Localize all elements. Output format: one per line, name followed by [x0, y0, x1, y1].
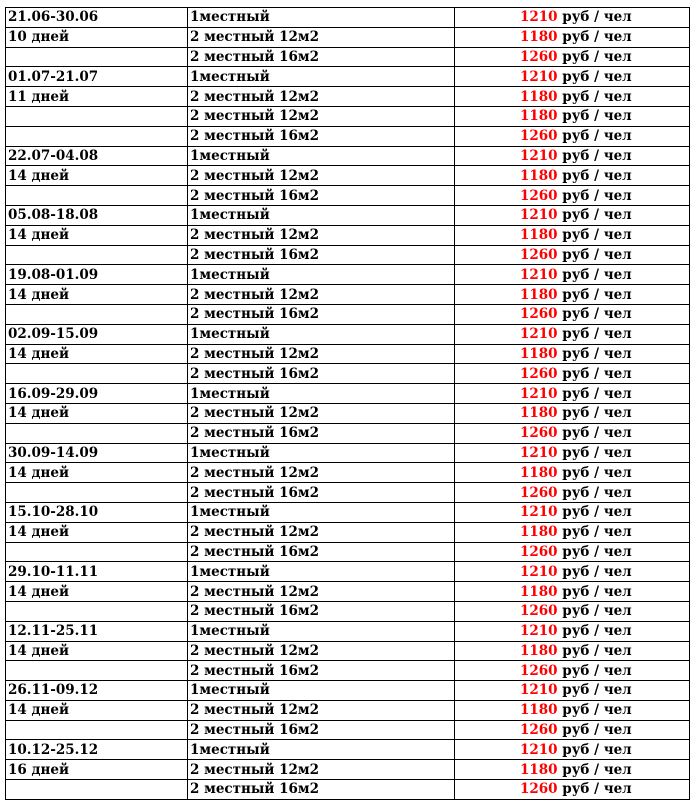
room-type: 1местный — [188, 324, 455, 344]
price-amount: 1260 — [520, 128, 558, 145]
price-unit: руб / чел — [562, 662, 632, 679]
table-row — [6, 384, 690, 404]
table-row — [6, 700, 690, 720]
period-dates: 15.10-28.10 — [6, 502, 188, 522]
period-dates: 21.06-30.06 — [6, 8, 188, 28]
price-amount: 1210 — [520, 682, 558, 699]
period-cell-empty — [6, 601, 188, 621]
period-cell-empty — [6, 780, 188, 800]
period-duration: 16 дней — [6, 760, 188, 780]
period-cell-empty — [6, 661, 188, 681]
price-cell — [455, 780, 690, 800]
price-amount: 1180 — [520, 88, 558, 105]
table-row — [6, 27, 690, 47]
price-cell — [455, 403, 690, 423]
price-amount: 1260 — [520, 484, 558, 501]
price-cell — [455, 265, 690, 285]
room-type: 2 местный 16м2 — [188, 542, 455, 562]
period-duration: 14 дней — [6, 582, 188, 602]
price-cell — [455, 166, 690, 186]
room-type: 2 местный 16м2 — [188, 601, 455, 621]
table-row — [6, 760, 690, 780]
price-amount: 1180 — [520, 108, 558, 125]
price-cell — [455, 582, 690, 602]
price-unit: руб / чел — [562, 326, 632, 343]
room-type: 1местный — [188, 443, 455, 463]
period-cell-empty — [6, 304, 188, 324]
room-type: 2 местный 12м2 — [188, 700, 455, 720]
price-cell — [455, 463, 690, 483]
price-unit: руб / чел — [562, 365, 632, 382]
room-type: 1местный — [188, 621, 455, 641]
room-type: 2 местный 12м2 — [188, 641, 455, 661]
period-dates: 12.11-25.11 — [6, 621, 188, 641]
table-row — [6, 8, 690, 28]
table-row — [6, 403, 690, 423]
period-cell-empty — [6, 364, 188, 384]
price-amount: 1180 — [520, 642, 558, 659]
price-unit: руб / чел — [562, 345, 632, 362]
table-row — [6, 542, 690, 562]
room-type: 1местный — [188, 740, 455, 760]
price-amount: 1210 — [520, 504, 558, 521]
price-unit: руб / чел — [562, 286, 632, 303]
room-type: 2 местный 12м2 — [188, 582, 455, 602]
price-cell — [455, 700, 690, 720]
price-amount: 1260 — [520, 48, 558, 65]
price-unit: руб / чел — [562, 88, 632, 105]
room-type: 1местный — [188, 205, 455, 225]
price-cell — [455, 423, 690, 443]
price-cell — [455, 285, 690, 305]
room-type: 2 местный 16м2 — [188, 245, 455, 265]
room-type: 1местный — [188, 146, 455, 166]
period-duration: 14 дней — [6, 463, 188, 483]
price-unit: руб / чел — [562, 722, 632, 739]
period-dates: 10.12-25.12 — [6, 740, 188, 760]
table-row — [6, 47, 690, 67]
table-row — [6, 780, 690, 800]
room-type: 2 местный 16м2 — [188, 364, 455, 384]
table-row — [6, 582, 690, 602]
room-type: 2 местный 12м2 — [188, 463, 455, 483]
price-amount: 1180 — [520, 702, 558, 719]
period-cell-empty — [6, 245, 188, 265]
period-dates: 19.08-01.09 — [6, 265, 188, 285]
price-amount: 1210 — [520, 563, 558, 580]
price-cell — [455, 542, 690, 562]
period-cell-empty — [6, 720, 188, 740]
price-cell — [455, 344, 690, 364]
period-dates: 02.09-15.09 — [6, 324, 188, 344]
room-type: 2 местный 12м2 — [188, 522, 455, 542]
price-table-body — [6, 8, 690, 800]
price-unit: руб / чел — [562, 702, 632, 719]
price-amount: 1260 — [520, 246, 558, 263]
room-type: 2 местный 12м2 — [188, 87, 455, 107]
price-unit: руб / чел — [562, 642, 632, 659]
room-type: 1местный — [188, 8, 455, 28]
table-row — [6, 562, 690, 582]
price-unit: руб / чел — [562, 246, 632, 263]
period-dates: 26.11-09.12 — [6, 681, 188, 701]
price-amount: 1180 — [520, 583, 558, 600]
price-cell — [455, 483, 690, 503]
period-duration: 14 дней — [6, 522, 188, 542]
price-amount: 1210 — [520, 326, 558, 343]
period-duration: 14 дней — [6, 225, 188, 245]
period-duration: 14 дней — [6, 403, 188, 423]
price-cell — [455, 186, 690, 206]
period-dates: 16.09-29.09 — [6, 384, 188, 404]
price-unit: руб / чел — [562, 266, 632, 283]
price-cell — [455, 304, 690, 324]
room-type: 2 местный 16м2 — [188, 47, 455, 67]
price-amount: 1180 — [520, 29, 558, 46]
room-type: 2 местный 16м2 — [188, 661, 455, 681]
table-row — [6, 423, 690, 443]
price-unit: руб / чел — [562, 741, 632, 758]
period-cell-empty — [6, 126, 188, 146]
table-row — [6, 186, 690, 206]
price-amount: 1260 — [520, 603, 558, 620]
price-amount: 1180 — [520, 761, 558, 778]
period-cell-empty — [6, 186, 188, 206]
price-unit: руб / чел — [562, 682, 632, 699]
period-cell-empty — [6, 542, 188, 562]
price-amount: 1210 — [520, 147, 558, 164]
room-type: 2 местный 16м2 — [188, 423, 455, 443]
table-row — [6, 502, 690, 522]
table-row — [6, 661, 690, 681]
room-type: 1местный — [188, 681, 455, 701]
price-unit: руб / чел — [562, 563, 632, 580]
room-type: 2 местный 16м2 — [188, 483, 455, 503]
price-unit: руб / чел — [562, 603, 632, 620]
table-row — [6, 106, 690, 126]
price-amount: 1210 — [520, 623, 558, 640]
table-row — [6, 681, 690, 701]
price-amount: 1210 — [520, 9, 558, 26]
table-row — [6, 225, 690, 245]
price-unit: руб / чел — [562, 623, 632, 640]
period-duration: 11 дней — [6, 87, 188, 107]
room-type: 2 местный 12м2 — [188, 285, 455, 305]
price-cell — [455, 225, 690, 245]
table-row — [6, 146, 690, 166]
price-unit: руб / чел — [562, 128, 632, 145]
table-row — [6, 364, 690, 384]
table-row — [6, 166, 690, 186]
price-unit: руб / чел — [562, 29, 632, 46]
price-amount: 1180 — [520, 524, 558, 541]
price-unit: руб / чел — [562, 484, 632, 501]
period-duration: 10 дней — [6, 27, 188, 47]
price-amount: 1260 — [520, 722, 558, 739]
room-type: 2 местный 12м2 — [188, 27, 455, 47]
price-amount: 1260 — [520, 781, 558, 798]
room-type: 2 местный 12м2 — [188, 760, 455, 780]
period-dates: 30.09-14.09 — [6, 443, 188, 463]
price-cell — [455, 522, 690, 542]
price-unit: руб / чел — [562, 405, 632, 422]
table-row — [6, 285, 690, 305]
table-row — [6, 126, 690, 146]
period-cell-empty — [6, 106, 188, 126]
price-unit: руб / чел — [562, 781, 632, 798]
room-type: 1местный — [188, 562, 455, 582]
room-type: 2 местный 12м2 — [188, 225, 455, 245]
table-row — [6, 720, 690, 740]
price-unit: руб / чел — [562, 108, 632, 125]
price-amount: 1210 — [520, 385, 558, 402]
price-amount: 1210 — [520, 68, 558, 85]
price-amount: 1260 — [520, 365, 558, 382]
price-unit: руб / чел — [562, 167, 632, 184]
price-unit: руб / чел — [562, 543, 632, 560]
price-table — [5, 7, 690, 800]
room-type: 2 местный 12м2 — [188, 166, 455, 186]
price-amount: 1180 — [520, 464, 558, 481]
price-cell — [455, 443, 690, 463]
price-cell — [455, 601, 690, 621]
price-unit: руб / чел — [562, 761, 632, 778]
table-row — [6, 87, 690, 107]
price-cell — [455, 106, 690, 126]
price-cell — [455, 324, 690, 344]
price-unit: руб / чел — [562, 207, 632, 224]
table-row — [6, 463, 690, 483]
price-unit: руб / чел — [562, 68, 632, 85]
table-row — [6, 483, 690, 503]
table-row — [6, 245, 690, 265]
room-type: 2 местный 16м2 — [188, 304, 455, 324]
period-duration: 14 дней — [6, 285, 188, 305]
price-unit: руб / чел — [562, 9, 632, 26]
price-cell — [455, 146, 690, 166]
price-cell — [455, 8, 690, 28]
price-cell — [455, 364, 690, 384]
table-row — [6, 265, 690, 285]
table-row — [6, 324, 690, 344]
price-cell — [455, 27, 690, 47]
price-unit: руб / чел — [562, 48, 632, 65]
table-row — [6, 601, 690, 621]
room-type: 1местный — [188, 502, 455, 522]
price-unit: руб / чел — [562, 385, 632, 402]
period-duration: 14 дней — [6, 641, 188, 661]
table-row — [6, 304, 690, 324]
room-type: 2 местный 12м2 — [188, 403, 455, 423]
price-cell — [455, 562, 690, 582]
price-cell — [455, 641, 690, 661]
table-row — [6, 205, 690, 225]
period-dates: 01.07-21.07 — [6, 67, 188, 87]
room-type: 1местный — [188, 384, 455, 404]
price-cell — [455, 67, 690, 87]
price-amount: 1260 — [520, 543, 558, 560]
table-row — [6, 344, 690, 364]
price-cell — [455, 621, 690, 641]
period-dates: 22.07-04.08 — [6, 146, 188, 166]
price-cell — [455, 760, 690, 780]
room-type: 2 местный 16м2 — [188, 780, 455, 800]
price-unit: руб / чел — [562, 444, 632, 461]
price-amount: 1260 — [520, 662, 558, 679]
price-unit: руб / чел — [562, 147, 632, 164]
room-type: 2 местный 16м2 — [188, 126, 455, 146]
price-cell — [455, 384, 690, 404]
room-type: 2 местный 12м2 — [188, 106, 455, 126]
price-unit: руб / чел — [562, 583, 632, 600]
price-amount: 1210 — [520, 207, 558, 224]
price-unit: руб / чел — [562, 227, 632, 244]
price-cell — [455, 661, 690, 681]
price-cell — [455, 205, 690, 225]
price-amount: 1210 — [520, 741, 558, 758]
price-cell — [455, 681, 690, 701]
table-row — [6, 740, 690, 760]
period-duration: 14 дней — [6, 700, 188, 720]
price-amount: 1210 — [520, 266, 558, 283]
period-duration: 14 дней — [6, 166, 188, 186]
price-cell — [455, 47, 690, 67]
price-cell — [455, 502, 690, 522]
price-amount: 1180 — [520, 167, 558, 184]
period-cell-empty — [6, 47, 188, 67]
period-cell-empty — [6, 483, 188, 503]
price-cell — [455, 126, 690, 146]
table-row — [6, 641, 690, 661]
price-unit: руб / чел — [562, 504, 632, 521]
room-type: 1местный — [188, 67, 455, 87]
table-row — [6, 621, 690, 641]
price-amount: 1260 — [520, 187, 558, 204]
price-cell — [455, 245, 690, 265]
price-unit: руб / чел — [562, 524, 632, 541]
period-cell-empty — [6, 423, 188, 443]
period-dates: 05.08-18.08 — [6, 205, 188, 225]
table-row — [6, 67, 690, 87]
price-unit: руб / чел — [562, 187, 632, 204]
room-type: 2 местный 16м2 — [188, 720, 455, 740]
price-cell — [455, 720, 690, 740]
price-cell — [455, 740, 690, 760]
price-amount: 1180 — [520, 405, 558, 422]
price-unit: руб / чел — [562, 464, 632, 481]
price-cell — [455, 87, 690, 107]
price-amount: 1180 — [520, 345, 558, 362]
room-type: 2 местный 16м2 — [188, 186, 455, 206]
room-type: 1местный — [188, 265, 455, 285]
table-row — [6, 522, 690, 542]
price-amount: 1260 — [520, 306, 558, 323]
table-row — [6, 443, 690, 463]
price-unit: руб / чел — [562, 425, 632, 442]
period-dates: 29.10-11.11 — [6, 562, 188, 582]
price-unit: руб / чел — [562, 306, 632, 323]
room-type: 2 местный 12м2 — [188, 344, 455, 364]
price-amount: 1180 — [520, 227, 558, 244]
price-amount: 1180 — [520, 286, 558, 303]
period-duration: 14 дней — [6, 344, 188, 364]
price-amount: 1260 — [520, 425, 558, 442]
price-amount: 1210 — [520, 444, 558, 461]
